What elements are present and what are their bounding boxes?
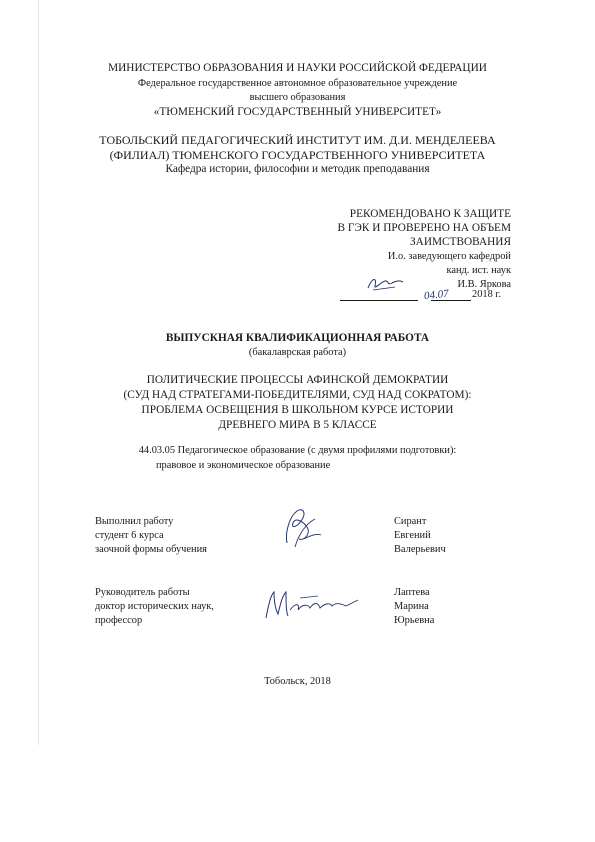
supervisor-surname: Лаптева (394, 587, 430, 598)
supervisor-role-1: Руководитель работы (95, 587, 190, 598)
work-type-title: ВЫПУСКНАЯ КВАЛИФИКАЦИОННАЯ РАБОТА (165, 332, 430, 344)
student-patronymic: Валерьевич (394, 544, 446, 555)
approval-year: 2018 г. (472, 289, 502, 300)
student-role-1: Выполнил работу (95, 516, 174, 527)
student-surname: Сирант (394, 516, 427, 527)
head-of-department-signature (365, 272, 405, 294)
signature-underline (340, 300, 418, 301)
city-year: Тобольск, 2018 (264, 676, 331, 687)
supervisor-patronymic: Юрьевна (394, 615, 435, 626)
topic-line-2: (СУД НАД СТРАТЕГАМИ-ПОБЕДИТЕЛЯМИ, СУД НАД СОКРАТОМ): (123, 389, 472, 401)
topic-line-1: ПОЛИТИЧЕСКИЕ ПРОЦЕССЫ АФИНСКОЙ ДЕМОКРАТИИ (146, 374, 449, 386)
approval-line-1: РЕКОМЕНДОВАНО К ЗАЩИТЕ (349, 208, 511, 220)
approval-line-3: ЗАИМСТВОВАНИЯ (410, 236, 511, 248)
institute-line-1: ТОБОЛЬСКИЙ ПЕДАГОГИЧЕСКИЙ ИНСТИТУТ ИМ. Д.И. МЕНДЕЛЕЕВА (99, 133, 496, 147)
institution-type-line: Федеральное государственное автономное образовательное учреждение (137, 78, 458, 89)
supervisor-role-3: профессор (95, 615, 143, 626)
education-level-line: высшего образования (249, 92, 346, 103)
student-first-name: Евгений (394, 530, 431, 541)
supervisor-signature (260, 588, 360, 622)
approval-position: И.о. заведующего кафедрой (387, 251, 511, 262)
institute-line-2: (ФИЛИАЛ) ТЮМЕНСКОГО ГОСУДАРСТВЕННОГО УНИВЕРСИТЕТА (109, 148, 486, 162)
supervisor-first-name: Марина (394, 601, 429, 612)
topic-line-3: ПРОБЛЕМА ОСВЕЩЕНИЯ В ШКОЛЬНОМ КУРСЕ ИСТОРИИ (141, 404, 454, 416)
student-signature (273, 503, 325, 551)
university-line: «ТЮМЕНСКИЙ ГОСУДАРСТВЕННЫЙ УНИВЕРСИТЕТ» (153, 106, 442, 118)
student-role-2: студент 6 курса (95, 530, 164, 541)
approval-degree: канд. ист. наук (446, 265, 511, 276)
topic-line-4: ДРЕВНЕГО МИРА В 5 КЛАССЕ (218, 419, 377, 431)
ministry-line: МИНИСТЕРСТВО ОБРАЗОВАНИЯ И НАУКИ РОССИЙСКОЙ ФЕДЕРАЦИИ (108, 62, 487, 74)
supervisor-role-2: доктор исторических наук, (95, 601, 214, 612)
specialty-line-1: 44.03.05 Педагогическое образование (с двумя профилями подготовки): (138, 445, 457, 456)
work-subtype: (бакалаврская работа) (248, 347, 347, 358)
handwritten-date: 04.07 (423, 287, 450, 303)
student-role-3: заочной формы обучения (95, 544, 207, 555)
approval-line-2: В ГЭК И ПРОВЕРЕНО НА ОБЪЕМ (337, 222, 511, 234)
specialty-line-2: правовое и экономическое образование (156, 460, 331, 471)
approval-name: И.В. Яркова (457, 279, 511, 290)
department-line: Кафедра истории, философии и методик преподавания (165, 163, 430, 175)
